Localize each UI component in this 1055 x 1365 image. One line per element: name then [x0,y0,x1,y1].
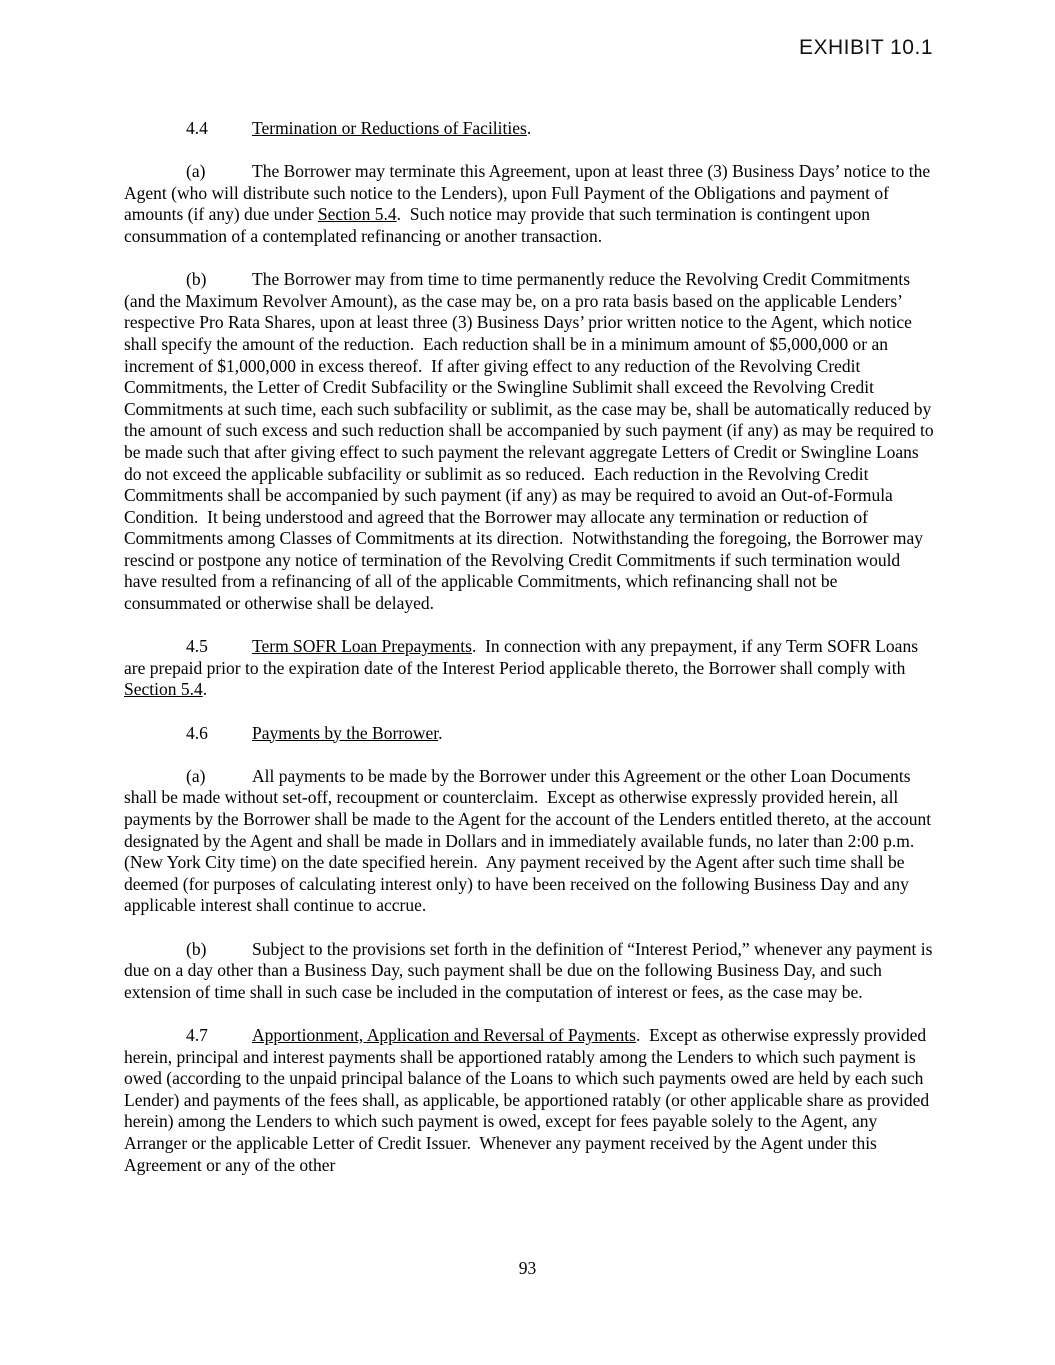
text-run: . [438,722,443,743]
text-run: All payments to be made by the Borrower under this Agreement or the other Loan Documents shall be made without set-off, recoupment or counterclaim. Except as otherwise expressly provided herein, all payments by the Borrower shall be made to the Agent for the account of the Lenders entitled thereto, at the account designated by the Agent and shall be made in Dollars and in immediately available funds, no later than 2:00 p.m. (New York City time) on the date specified herein. Any payment received by the Agent after such time shall be deemed (for purposes of calculating interest only) to have been received on the following Business Day and any applicable interest shall continue to accrue. [124,765,936,916]
text-run: . In connection with any prepayment, if any Term SOFR Loans are prepaid prior to the expiration date of the Interest Period applicable thereto, the Borrower shall comply with [124,636,923,678]
paragraph-label: (a) [186,161,206,182]
text-run: The Borrower may from time to time permanently reduce the Revolving Credit Commitments (and the Maximum Revolver Amount), as the case may be, on a pro rata basis based on the applicable Lenders’ respective Pro Rata Shares, upon at least three (3) Business Days’ prior written notice to the Agent, which notice shall specify the amount of the reduction. Each reduction shall be in a minimum amount of $5,000,000 or an increment of $1,000,000 in excess thereof. If after giving effect to any reduction of the Revolving Credit Commitments, the Letter of Credit Subfacility or the Swingline Sublimit shall exceed the Revolving Credit Commitments at such time, each such subfacility or sublimit, as the case may be, shall be automatically reduced by the amount of such excess and such reduction shall be accompanied by such payment (if any) as may be required to be made such that after giving effect to such payment the relevant aggregate Letters of Credit or Swingline Loans do not exceed the applicable subfacility or sublimit as so reduced. Each reduction in the Revolving Credit Commitments shall be accompanied by such payment (if any) as may be required to avoid an Out-of-Formula Condition. It being understood and agreed that the Borrower may allocate any termination or reduction of Commitments among Classes of Commitments at its direction. Notwithstanding the foregoing, the Borrower may rescind or postpone any notice of termination of the Revolving Credit Commitments if such termination would have resulted from a refinancing of all of the applicable Commitments, which refinancing shall not be consummated or otherwise shall be delayed. [124,269,938,614]
underlined-text: Payments by the Borrower [252,722,439,743]
paragraph [124,939,936,1004]
text-run: . [202,679,208,700]
text-run: . [526,118,532,138]
paragraph-label: 4.5 [186,636,208,657]
paragraph [124,636,936,701]
paragraph [124,766,936,917]
paragraph [124,1025,936,1176]
underlined-text: Term SOFR Loan Prepayments [252,636,472,657]
section-heading [124,118,936,140]
paragraph-label: 4.6 [186,722,208,743]
paragraph-label: 4.4 [186,118,208,138]
paragraph [124,161,936,247]
paragraph-label: 4.7 [186,1024,208,1045]
paragraph-label: (a) [186,765,206,786]
underlined-text: Termination or Reductions of Facilities [252,118,527,138]
document-body [124,118,936,1176]
text-run: . Except as otherwise expressly provided herein, principal and interest payments shall be apportioned ratably among the Lenders to which such payment is owed (according to the unpaid principal balance of the Loans to which such payments owed are held by each such Lender) and payments of the fees shall, as applicable, be apportioned ratably (or other applicable share as provided herein) among the Lenders to which such payment is owed, except for fees payable solely to the Agent, any Arranger or the applicable Letter of Credit Issuer. Whenever any payment received by the Agent under this Agreement or any of the other [124,1024,934,1175]
page-number: 93 [518,1258,537,1278]
underlined-text: Section 5.4 [317,204,397,225]
paragraph [124,269,936,615]
paragraph-label: (b) [186,938,207,959]
exhibit-label: EXHIBIT 10.1 [798,36,933,59]
text-run: Subject to the provisions set forth in the definition of “Interest Period,” whenever any payment is due on a day other than a Business Day, such payment shall be due on the following Business Day, and such extension of time shall in such case be included in the computation of interest or fees, as the case may be. [124,938,937,1002]
paragraph-label: (b) [186,269,207,290]
text-run: . Such notice may provide that such termination is contingent upon consummation of a contemplated refinancing or another transaction. [124,204,875,246]
underlined-text: Section 5.4 [124,679,203,700]
text-run: The Borrower may terminate this Agreement, upon at least three (3) Business Days’ notice to the Agent (who will distribute such notice to the Lenders), upon Full Payment of the Obligations and payment of amounts (if any) due under [124,161,934,225]
section-heading [124,723,936,745]
underlined-text: Apportionment, Application and Reversal of Payments [252,1024,636,1045]
